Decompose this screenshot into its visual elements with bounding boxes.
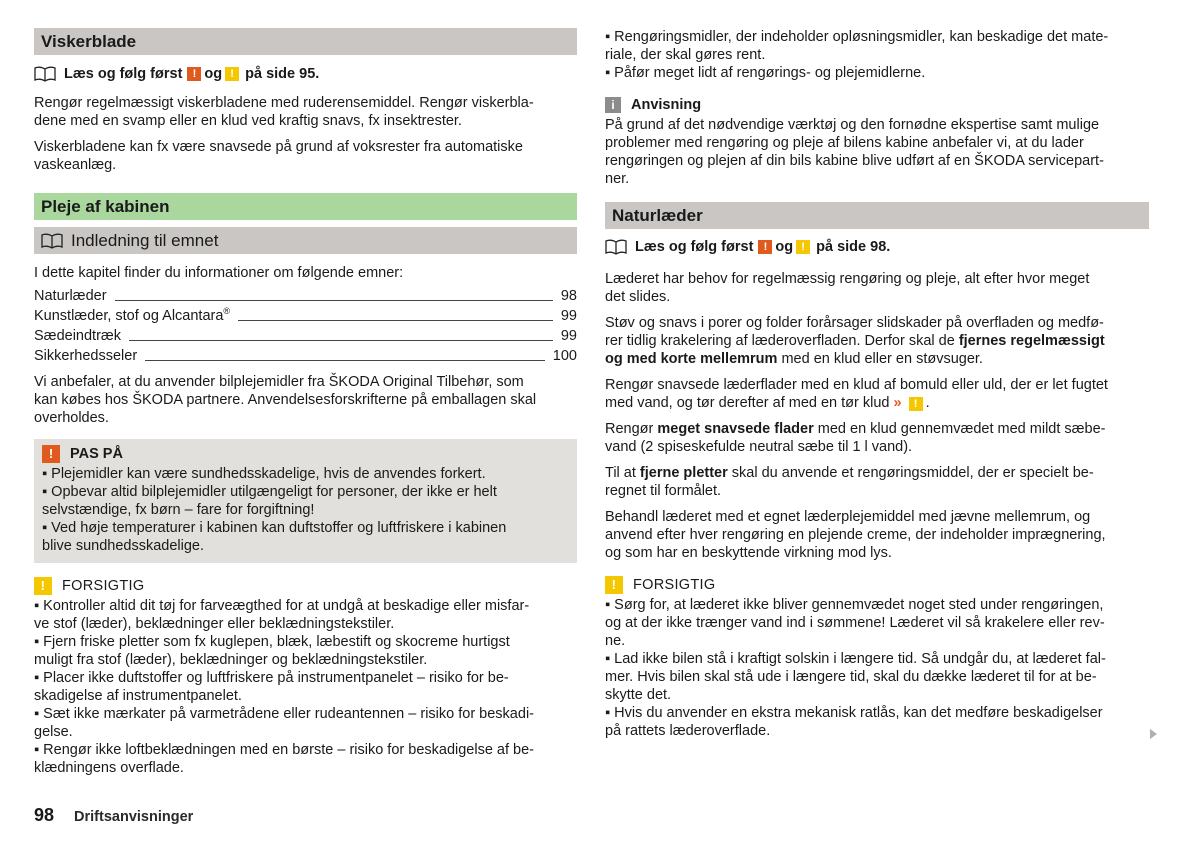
read-first-mid: og — [204, 66, 223, 82]
warning-box — [34, 439, 577, 563]
section-heading-cabin: Pleje af kabinen — [34, 193, 577, 220]
caution-item: ▪ Fjern friske pletter som fx kuglepen, blæk, læbestift og skocreme hurtigst muligt fra stof (læder), beklædninger og beklædningstekstiler. — [34, 634, 510, 668]
warning-item: ▪ Ved høje temperaturer i kabinen kan duftstoffer og luftfriskere i kabinen blive sundhedsskadelige. — [42, 520, 507, 554]
wiper-paragraph-2: Viskerbladene kan fx være snavsede på grund af voksrester fra automatiske vaskeanlæg. — [34, 139, 523, 173]
leather-paragraph-5: Til at fjerne pletter skal du anvende et rengøringsmiddel, der er specielt be- regnet til formålet. — [605, 465, 1094, 499]
caution-item: ▪ Sørg for, at læderet ikke bliver gennemvædet noget sted under rengøringen, og at der ikke trænger vand ind i sømmene! Læderet vil så krakelere eller rev- ne. — [605, 597, 1105, 649]
section-heading-wiper: Viskerblade — [34, 28, 577, 55]
caution-title: ! FORSIGTIG — [605, 574, 1149, 596]
warning-title: ! PAS PÅ — [42, 443, 569, 465]
leather-paragraph-3: Rengør snavsede læderflader med en klud af bomuld eller uld, der er let fugtet med vand, og tør derefter af med en tør klud » ! . — [605, 377, 1108, 411]
caution-item: ▪ Placer ikke duftstoffer og luftfriskere på instrumentpanelet – risiko for be- skadigelse af instrumentpanelet. — [34, 670, 509, 704]
continued-item: ▪ Påfør meget lidt af rengørings- og plejemidlerne. — [605, 65, 926, 81]
warning-icon[interactable]: ! — [758, 240, 772, 254]
toc-list — [34, 286, 577, 366]
toc-row[interactable] — [34, 346, 577, 366]
leather-paragraph-6: Behandl læderet med et egnet læderplejemiddel med jævne mellemrum, og anvend efter hver rengøring en plejende creme, der indeholder imprægnering, og som har en beskyttende virkning mod lys. — [605, 509, 1106, 561]
intro-heading-text: Indledning til emnet — [71, 231, 219, 250]
caution-item: ▪ Kontroller altid dit tøj for farveægthed for at undgå at beskadige eller misfar- ve stof (læder), beklædninger eller beklædningstekstiler. — [34, 598, 530, 632]
note-title: i Anvisning — [605, 94, 1149, 116]
leather-paragraph-4: Rengør meget snavsede flader med en klud gennemvædet med mildt sæbe- vand (2 spiseskefulde neutral sæbe til 1 l vand). — [605, 421, 1106, 455]
page-number: 98 — [34, 805, 55, 825]
caution-item: ▪ Hvis du anvender en ekstra mekanisk ratlås, kan det medføre beskadigelser på rattets læderoverflade. — [605, 705, 1103, 739]
read-first-line — [34, 64, 577, 84]
wiper-paragraph-1: Rengør regelmæssigt viskerbladene med ruderensemiddel. Rengør viskerbla- dene med en svamp eller en klud ved kraftig snavs, fx insektrester. — [34, 95, 534, 129]
toc-label: Kunstlæder, stof og Alcantara® — [34, 306, 231, 324]
caution-icon[interactable]: ! — [909, 397, 923, 411]
caution-item: ▪ Rengør ikke loftbeklædningen med en børste – risiko for beskadigelse af be- klædningens overflade. — [34, 742, 535, 776]
intro-text: I dette kapitel finder du informationer om følgende emner: — [34, 265, 404, 281]
caution-title: ! FORSIGTIG — [34, 575, 577, 597]
reference-arrow[interactable]: » — [893, 395, 902, 411]
info-icon: i — [605, 97, 621, 113]
continued-item: ▪ Rengøringsmidler, der indeholder opløsningsmidler, kan beskadige det mate- riale, der skal gøres rent. — [605, 29, 1109, 63]
caution-box — [34, 575, 577, 777]
toc-page: 98 — [560, 288, 577, 304]
caution-icon[interactable]: ! — [796, 240, 810, 254]
warning-icon[interactable]: ! — [187, 67, 201, 81]
toc-row[interactable] — [34, 326, 577, 346]
book-icon — [41, 233, 63, 249]
footer-section: Driftsanvisninger — [74, 809, 194, 825]
note-text: På grund af det nødvendige værktøj og den fornødne ekspertise samt mulige problemer med rengøring og pleje af bilens kabine anbefaler vi, at du lader rengøringen og plejen af din bils kabine blive udført af en ŠKODA servicepart- ner. — [605, 117, 1104, 187]
toc-label: Naturlæder — [34, 288, 107, 304]
leather-paragraph-2: Støv og snavs i porer og folder forårsager slidskader på overfladen og medfø- rer tidlig krakelering af læderoverfladen. Derfor skal de fjernes regelmæssigt og med korte mellemrum med en klud eller en støvsuger. — [605, 315, 1105, 367]
book-icon — [605, 239, 627, 255]
toc-page: 100 — [552, 348, 577, 364]
caution-item: ▪ Lad ikke bilen stå i kraftigt solskin i længere tid. Så undgår du, at læderet fal- mer. Hvis bilen skal stå ude i længere tid, skal du dække læderet til for at be- skytte det. — [605, 651, 1106, 703]
read-first-line — [605, 237, 1149, 257]
section-heading-leather: Naturlæder — [605, 202, 1149, 229]
read-first-pre: Læs og følg først — [635, 239, 754, 255]
caution-icon: ! — [605, 576, 623, 594]
toc-page: 99 — [560, 328, 577, 344]
recommend-paragraph: Vi anbefaler, at du anvender bilplejemidler fra ŠKODA Original Tilbehør, som kan købes hos ŠKODA partnere. Anvendelsesforskrifterne på emballagen skal overholdes. — [34, 374, 537, 426]
toc-label: Sikkerhedsseler — [34, 348, 138, 364]
toc-label: Sædeindtræk — [34, 328, 122, 344]
warning-icon: ! — [42, 445, 60, 463]
subheading-intro — [34, 227, 577, 254]
read-first-post: på side 95. — [245, 66, 320, 82]
caution-item: ▪ Sæt ikke mærkater på varmetrådene eller rudeantennen – risiko for beskadi- gelse. — [34, 706, 534, 740]
caution-box — [605, 574, 1149, 740]
page-footer — [34, 805, 193, 826]
book-icon — [34, 66, 56, 82]
read-first-mid: og — [775, 239, 794, 255]
note-box — [605, 94, 1149, 188]
right-column — [605, 28, 1149, 740]
read-first-pre: Læs og følg først — [64, 66, 183, 82]
warning-item: ▪ Plejemidler kan være sundhedsskadelige, hvis de anvendes forkert. — [42, 466, 486, 482]
caution-icon: ! — [34, 577, 52, 595]
next-page-arrow-icon[interactable] — [1150, 729, 1157, 739]
toc-row[interactable] — [34, 306, 577, 326]
read-first-post: på side 98. — [816, 239, 891, 255]
toc-page: 99 — [560, 308, 577, 324]
caution-icon[interactable]: ! — [225, 67, 239, 81]
left-column — [34, 28, 577, 777]
warning-item: ▪ Opbevar altid bilplejemidler utilgængeligt for personer, der ikke er helt selvstændige, fx børn – fare for forgiftning! — [42, 484, 497, 518]
leather-paragraph-1: Læderet har behov for regelmæssig rengøring og pleje, alt efter hvor meget det slides. — [605, 271, 1090, 305]
